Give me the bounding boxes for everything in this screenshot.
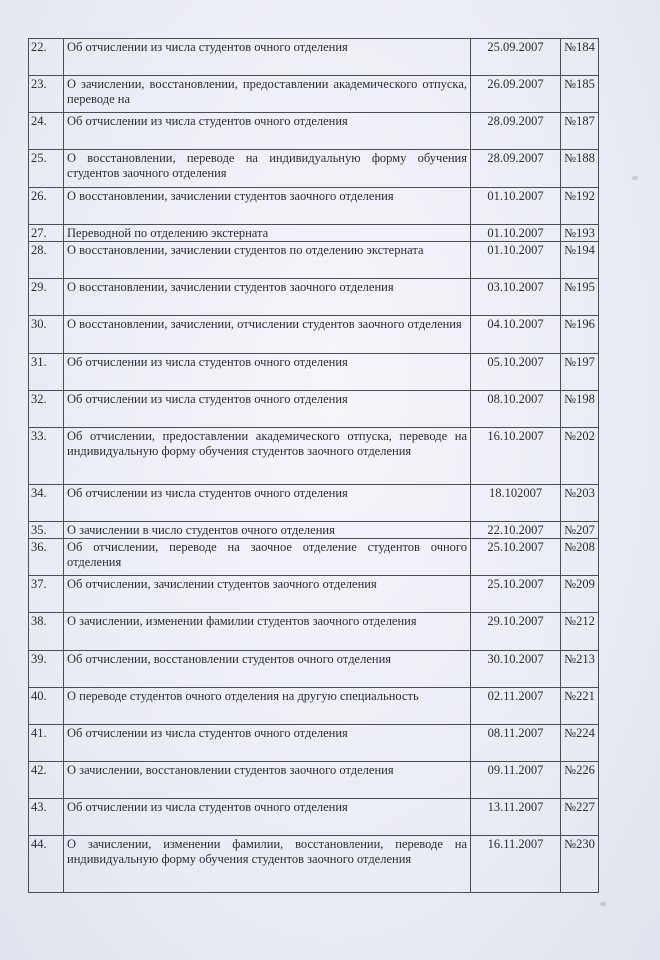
order-title: О переводе студентов очного отделения на другую специальность bbox=[64, 688, 471, 725]
order-date: 22.10.2007 bbox=[471, 522, 561, 539]
order-date: 28.09.2007 bbox=[471, 150, 561, 188]
table-row bbox=[29, 613, 599, 651]
order-number: №194 bbox=[561, 242, 599, 279]
row-number: 22. bbox=[29, 39, 64, 76]
row-number: 31. bbox=[29, 354, 64, 391]
order-date: 09.11.2007 bbox=[471, 762, 561, 799]
order-date: 08.11.2007 bbox=[471, 725, 561, 762]
order-date: 04.10.2007 bbox=[471, 316, 561, 354]
order-title: О восстановлении, зачислении, отчислении студентов заочного отделения bbox=[64, 316, 471, 354]
order-title: Об отчислении из числа студентов очного отделения bbox=[64, 799, 471, 836]
order-number: №226 bbox=[561, 762, 599, 799]
table-row bbox=[29, 522, 599, 539]
order-title: Об отчислении, предоставлении академического отпуска, переводе на индивидуальную форму обучения студентов заочного отделения bbox=[64, 428, 471, 485]
orders-table bbox=[28, 38, 599, 893]
scan-speck bbox=[600, 902, 606, 906]
table-row bbox=[29, 188, 599, 225]
table-row bbox=[29, 76, 599, 113]
row-number: 24. bbox=[29, 113, 64, 150]
order-number: №230 bbox=[561, 836, 599, 893]
order-title: О восстановлении, зачислении студентов по отделению экстерната bbox=[64, 242, 471, 279]
order-title: О восстановлении, зачислении студентов заочного отделения bbox=[64, 188, 471, 225]
table-row bbox=[29, 688, 599, 725]
table-row bbox=[29, 391, 599, 428]
order-number: №196 bbox=[561, 316, 599, 354]
row-number: 41. bbox=[29, 725, 64, 762]
order-number: №185 bbox=[561, 76, 599, 113]
order-date: 30.10.2007 bbox=[471, 651, 561, 688]
order-number: №192 bbox=[561, 188, 599, 225]
order-number: №212 bbox=[561, 613, 599, 651]
order-number: №187 bbox=[561, 113, 599, 150]
table-row bbox=[29, 576, 599, 613]
table-row bbox=[29, 799, 599, 836]
order-number: №221 bbox=[561, 688, 599, 725]
table-row bbox=[29, 354, 599, 391]
order-date: 16.10.2007 bbox=[471, 428, 561, 485]
row-number: 38. bbox=[29, 613, 64, 651]
table-row bbox=[29, 762, 599, 799]
order-title: О зачислении в число студентов очного отделения bbox=[64, 522, 471, 539]
order-number: №197 bbox=[561, 354, 599, 391]
table-row bbox=[29, 279, 599, 316]
order-title: Об отчислении, зачислении студентов заочного отделения bbox=[64, 576, 471, 613]
order-title: Об отчислении из числа студентов очного отделения bbox=[64, 725, 471, 762]
order-title: О восстановлении, зачислении студентов заочного отделения bbox=[64, 279, 471, 316]
row-number: 28. bbox=[29, 242, 64, 279]
order-date: 26.09.2007 bbox=[471, 76, 561, 113]
scan-speck bbox=[632, 176, 638, 180]
order-title: Об отчислении из числа студентов очного отделения bbox=[64, 391, 471, 428]
row-number: 33. bbox=[29, 428, 64, 485]
order-number: №198 bbox=[561, 391, 599, 428]
order-number: №213 bbox=[561, 651, 599, 688]
row-number: 36. bbox=[29, 539, 64, 576]
table-row bbox=[29, 242, 599, 279]
order-title: О восстановлении, переводе на индивидуальную форму обучения студентов заочного отделения bbox=[64, 150, 471, 188]
order-title: Переводной по отделению экстерната bbox=[64, 225, 471, 242]
order-number: №188 bbox=[561, 150, 599, 188]
order-date: 01.10.2007 bbox=[471, 225, 561, 242]
table-row bbox=[29, 225, 599, 242]
order-title: О зачислении, изменении фамилии, восстановлении, переводе на индивидуальную форму обучения студентов заочного отделения bbox=[64, 836, 471, 893]
table-row bbox=[29, 651, 599, 688]
table-row bbox=[29, 485, 599, 522]
order-number: №193 bbox=[561, 225, 599, 242]
order-date: 05.10.2007 bbox=[471, 354, 561, 391]
row-number: 44. bbox=[29, 836, 64, 893]
row-number: 43. bbox=[29, 799, 64, 836]
order-date: 13.11.2007 bbox=[471, 799, 561, 836]
order-title: Об отчислении из числа студентов очного отделения bbox=[64, 39, 471, 76]
order-date: 29.10.2007 bbox=[471, 613, 561, 651]
order-number: №209 bbox=[561, 576, 599, 613]
table-row bbox=[29, 539, 599, 576]
row-number: 29. bbox=[29, 279, 64, 316]
row-number: 27. bbox=[29, 225, 64, 242]
order-date: 01.10.2007 bbox=[471, 242, 561, 279]
row-number: 32. bbox=[29, 391, 64, 428]
order-date: 03.10.2007 bbox=[471, 279, 561, 316]
table-row bbox=[29, 113, 599, 150]
row-number: 37. bbox=[29, 576, 64, 613]
order-date: 01.10.2007 bbox=[471, 188, 561, 225]
order-number: №203 bbox=[561, 485, 599, 522]
order-number: №224 bbox=[561, 725, 599, 762]
order-title: О зачислении, изменении фамилии студентов заочного отделения bbox=[64, 613, 471, 651]
order-title: О зачислении, восстановлении, предоставлении академического отпуска, переводе на bbox=[64, 76, 471, 113]
row-number: 25. bbox=[29, 150, 64, 188]
order-date: 25.09.2007 bbox=[471, 39, 561, 76]
order-date: 08.10.2007 bbox=[471, 391, 561, 428]
order-date: 25.10.2007 bbox=[471, 576, 561, 613]
order-title: Об отчислении, переводе на заочное отделение студентов очного отделения bbox=[64, 539, 471, 576]
row-number: 26. bbox=[29, 188, 64, 225]
row-number: 30. bbox=[29, 316, 64, 354]
order-date: 25.10.2007 bbox=[471, 539, 561, 576]
order-date: 28.09.2007 bbox=[471, 113, 561, 150]
order-title: Об отчислении из числа студентов очного отделения bbox=[64, 113, 471, 150]
order-number: №184 bbox=[561, 39, 599, 76]
orders-table-body bbox=[29, 39, 599, 893]
order-number: №208 bbox=[561, 539, 599, 576]
order-number: №195 bbox=[561, 279, 599, 316]
table-row bbox=[29, 150, 599, 188]
table-row bbox=[29, 836, 599, 893]
table-row bbox=[29, 725, 599, 762]
table-row bbox=[29, 39, 599, 76]
order-date: 02.11.2007 bbox=[471, 688, 561, 725]
orders-table-wrapper bbox=[28, 38, 598, 893]
table-row bbox=[29, 316, 599, 354]
table-row bbox=[29, 428, 599, 485]
row-number: 39. bbox=[29, 651, 64, 688]
order-title: Об отчислении из числа студентов очного отделения bbox=[64, 485, 471, 522]
order-date: 16.11.2007 bbox=[471, 836, 561, 893]
order-date: 18.102007 bbox=[471, 485, 561, 522]
order-title: Об отчислении, восстановлении студентов очного отделения bbox=[64, 651, 471, 688]
order-number: №207 bbox=[561, 522, 599, 539]
order-number: №227 bbox=[561, 799, 599, 836]
order-title: О зачислении, восстановлении студентов заочного отделения bbox=[64, 762, 471, 799]
row-number: 42. bbox=[29, 762, 64, 799]
row-number: 40. bbox=[29, 688, 64, 725]
row-number: 34. bbox=[29, 485, 64, 522]
row-number: 35. bbox=[29, 522, 64, 539]
row-number: 23. bbox=[29, 76, 64, 113]
order-number: №202 bbox=[561, 428, 599, 485]
order-title: Об отчислении из числа студентов очного отделения bbox=[64, 354, 471, 391]
